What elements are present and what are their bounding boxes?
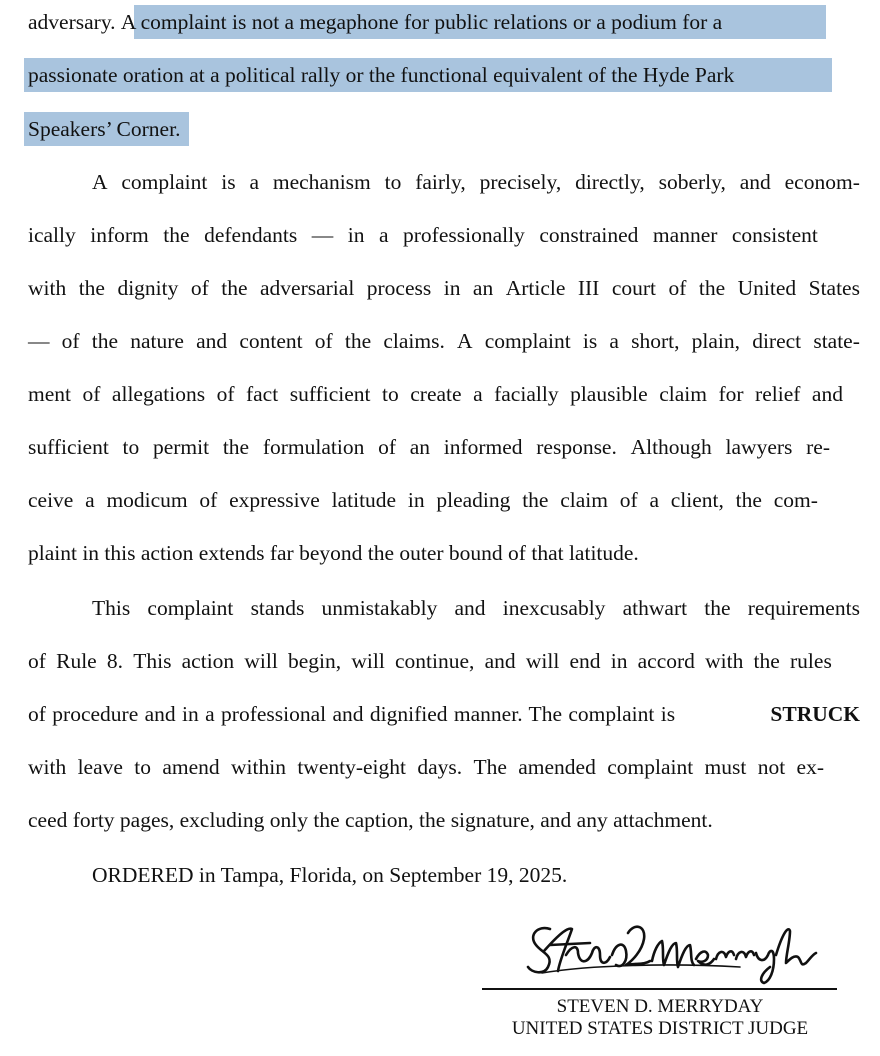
- word: 8.: [106, 649, 124, 673]
- word: nature: [130, 329, 184, 353]
- word: A: [457, 329, 473, 353]
- word: of: [314, 329, 333, 353]
- word: an: [409, 435, 430, 459]
- word: end: [569, 649, 601, 673]
- word: begin,: [288, 649, 342, 673]
- word: is: [582, 329, 598, 353]
- word: fact: [245, 382, 279, 406]
- word: the: [91, 329, 119, 353]
- word: of: [216, 382, 235, 406]
- word: manner: [652, 223, 718, 247]
- word: unmistakably: [321, 596, 438, 620]
- word: the: [78, 276, 105, 300]
- word: a: [473, 382, 483, 406]
- word: must: [704, 755, 747, 779]
- word: States: [808, 276, 860, 300]
- ordered-text: ORDERED in Tampa, Florida, on September 19, 2025.: [92, 863, 568, 887]
- paragraph-2-line: [28, 485, 818, 515]
- paragraph-2-line: [28, 220, 818, 250]
- word: A: [92, 170, 108, 194]
- word: The: [473, 755, 507, 779]
- paragraph-3-line-3-text: of procedure and in a professional and dignified manner. The complaint is: [28, 702, 676, 726]
- paragraph-3-line: [28, 805, 713, 835]
- word: ceive: [28, 488, 74, 512]
- word: leave: [77, 755, 123, 779]
- word: of: [61, 329, 80, 353]
- word: stands: [250, 596, 305, 620]
- word: Article: [505, 276, 566, 300]
- word: action: [181, 649, 235, 673]
- word: precisely,: [479, 170, 562, 194]
- word: the: [704, 596, 731, 620]
- word: ically: [28, 223, 76, 247]
- word: of: [190, 276, 209, 300]
- word: allegations: [111, 382, 206, 406]
- word: content: [239, 329, 303, 353]
- word: claim: [659, 382, 707, 406]
- word: sufficient: [289, 382, 371, 406]
- word: pleading: [436, 488, 511, 512]
- word: amended: [518, 755, 596, 779]
- lead-text: adversary.: [28, 10, 116, 34]
- highlighted-text[interactable]: passionate oration at a political rally or the functional equivalent of the Hyde Park: [28, 63, 735, 87]
- word: re-: [806, 435, 830, 459]
- word: Rule: [56, 649, 97, 673]
- word: will: [525, 649, 560, 673]
- word: athwart: [622, 596, 688, 620]
- word: in: [443, 276, 461, 300]
- word: within: [231, 755, 286, 779]
- word: modicum: [106, 488, 188, 512]
- word: of: [199, 488, 218, 512]
- word: process: [366, 276, 432, 300]
- word: —: [311, 223, 334, 247]
- word: to: [382, 382, 399, 406]
- word: with: [705, 649, 744, 673]
- word: complaint: [121, 170, 208, 194]
- word: of: [668, 276, 687, 300]
- paragraph-3-line: [92, 593, 860, 623]
- word: with: [28, 276, 67, 300]
- word: This: [133, 649, 172, 673]
- word: and: [484, 649, 516, 673]
- word: United: [737, 276, 797, 300]
- word: and: [196, 329, 228, 353]
- word: state-: [813, 329, 860, 353]
- word: of: [28, 649, 46, 673]
- word: and: [739, 170, 771, 194]
- word: the: [221, 276, 248, 300]
- word: rules: [790, 649, 832, 673]
- judge-title: UNITED STATES DISTRICT JUDGE: [511, 1018, 809, 1039]
- word: inform: [90, 223, 149, 247]
- word: for: [718, 382, 744, 406]
- word: lawyers: [725, 435, 793, 459]
- word: complaint: [484, 329, 571, 353]
- word: and: [454, 596, 486, 620]
- word: This: [92, 596, 131, 620]
- paragraph-2-line: [28, 538, 639, 568]
- paragraph-1-line-3: [28, 114, 180, 144]
- word: short,: [631, 329, 680, 353]
- word: mechanism: [272, 170, 371, 194]
- word: a: [378, 223, 389, 247]
- word: to: [134, 755, 152, 779]
- word: create: [410, 382, 462, 406]
- word: a: [249, 170, 259, 194]
- word: the: [753, 649, 780, 673]
- word: com-: [773, 488, 818, 512]
- word: complaint: [607, 755, 694, 779]
- word: a: [649, 488, 659, 512]
- word: amend: [162, 755, 220, 779]
- paragraph-2-line: [28, 432, 830, 462]
- word: the: [522, 488, 549, 512]
- word: complaint: [147, 596, 234, 620]
- word: to: [122, 435, 140, 459]
- word: adversarial: [259, 276, 355, 300]
- word: the: [344, 329, 372, 353]
- word: accord: [637, 649, 695, 673]
- signature-line: [482, 988, 837, 990]
- word: the: [735, 488, 762, 512]
- word: is: [221, 170, 236, 194]
- word: sufficient: [28, 435, 109, 459]
- handwritten-signature: [520, 915, 820, 987]
- judge-name: STEVEN D. MERRYDAY: [556, 996, 764, 1017]
- word: plausible: [570, 382, 648, 406]
- signature-block: [480, 915, 840, 1055]
- word: directly,: [575, 170, 645, 194]
- word: response.: [536, 435, 617, 459]
- word: inexcusably: [502, 596, 606, 620]
- word: III: [577, 276, 600, 300]
- word: direct: [752, 329, 802, 353]
- word: econom-: [784, 170, 860, 194]
- paragraph-2-line: [92, 167, 860, 197]
- word: claim: [560, 488, 608, 512]
- word: defendants: [204, 223, 298, 247]
- word: requirements: [747, 596, 860, 620]
- word: the: [222, 435, 250, 459]
- word: fairly,: [415, 170, 466, 194]
- ordered-line: [92, 860, 567, 890]
- word: court: [611, 276, 656, 300]
- word: a: [85, 488, 95, 512]
- word: in: [407, 488, 425, 512]
- word: not: [757, 755, 786, 779]
- word: Although: [630, 435, 712, 459]
- word: the: [698, 276, 726, 300]
- paragraph-2-last-line: plaint in this action extends far beyond the outer bound of that latitude.: [28, 541, 639, 565]
- word: claims.: [383, 329, 445, 353]
- word: informed: [443, 435, 523, 459]
- word: expressive: [229, 488, 320, 512]
- paragraph-2-line: [28, 379, 843, 409]
- word: dignity: [117, 276, 179, 300]
- paragraph-2-line: [28, 326, 860, 356]
- word: plain,: [691, 329, 741, 353]
- word: with: [28, 755, 67, 779]
- word: and: [811, 382, 843, 406]
- word: twenty-eight: [297, 755, 406, 779]
- word: days.: [417, 755, 463, 779]
- word: continue,: [395, 649, 475, 673]
- word: facially: [494, 382, 559, 406]
- word: ex-: [796, 755, 824, 779]
- word: professionally: [403, 223, 525, 247]
- trailing-text: r.: [169, 117, 181, 141]
- word: of: [378, 435, 396, 459]
- highlighted-text[interactable]: A complaint is not a megaphone for public relations or a podium for a: [120, 10, 723, 34]
- word: latitude: [331, 488, 397, 512]
- paragraph-3-line: [28, 752, 824, 782]
- highlighted-text[interactable]: Speakers’ Corne: [28, 117, 170, 141]
- word: consistent: [731, 223, 818, 247]
- word: in: [347, 223, 365, 247]
- word: will: [244, 649, 278, 673]
- word: permit: [152, 435, 210, 459]
- paragraph-3-line: [28, 646, 832, 676]
- word: of: [82, 382, 101, 406]
- paragraph-1-line-2: [28, 60, 734, 90]
- paragraph-2-line: [28, 273, 860, 303]
- word: constrained: [539, 223, 639, 247]
- word: a: [609, 329, 619, 353]
- word: the: [163, 223, 190, 247]
- paragraph-3-line: [28, 699, 860, 729]
- struck-emphasis: STRUCK: [770, 702, 860, 726]
- word: of: [619, 488, 638, 512]
- word: to: [384, 170, 402, 194]
- paragraph-1-line-1: [28, 7, 722, 37]
- word: relief: [755, 382, 801, 406]
- word: formulation: [262, 435, 365, 459]
- word: an: [472, 276, 494, 300]
- word: will: [351, 649, 385, 673]
- word: in: [610, 649, 628, 673]
- word: —: [28, 329, 50, 353]
- paragraph-3-last-line: ceed forty pages, excluding only the caption, the signature, and any attachment.: [28, 808, 713, 832]
- word: client,: [670, 488, 724, 512]
- word: ment: [28, 382, 71, 406]
- word: soberly,: [658, 170, 726, 194]
